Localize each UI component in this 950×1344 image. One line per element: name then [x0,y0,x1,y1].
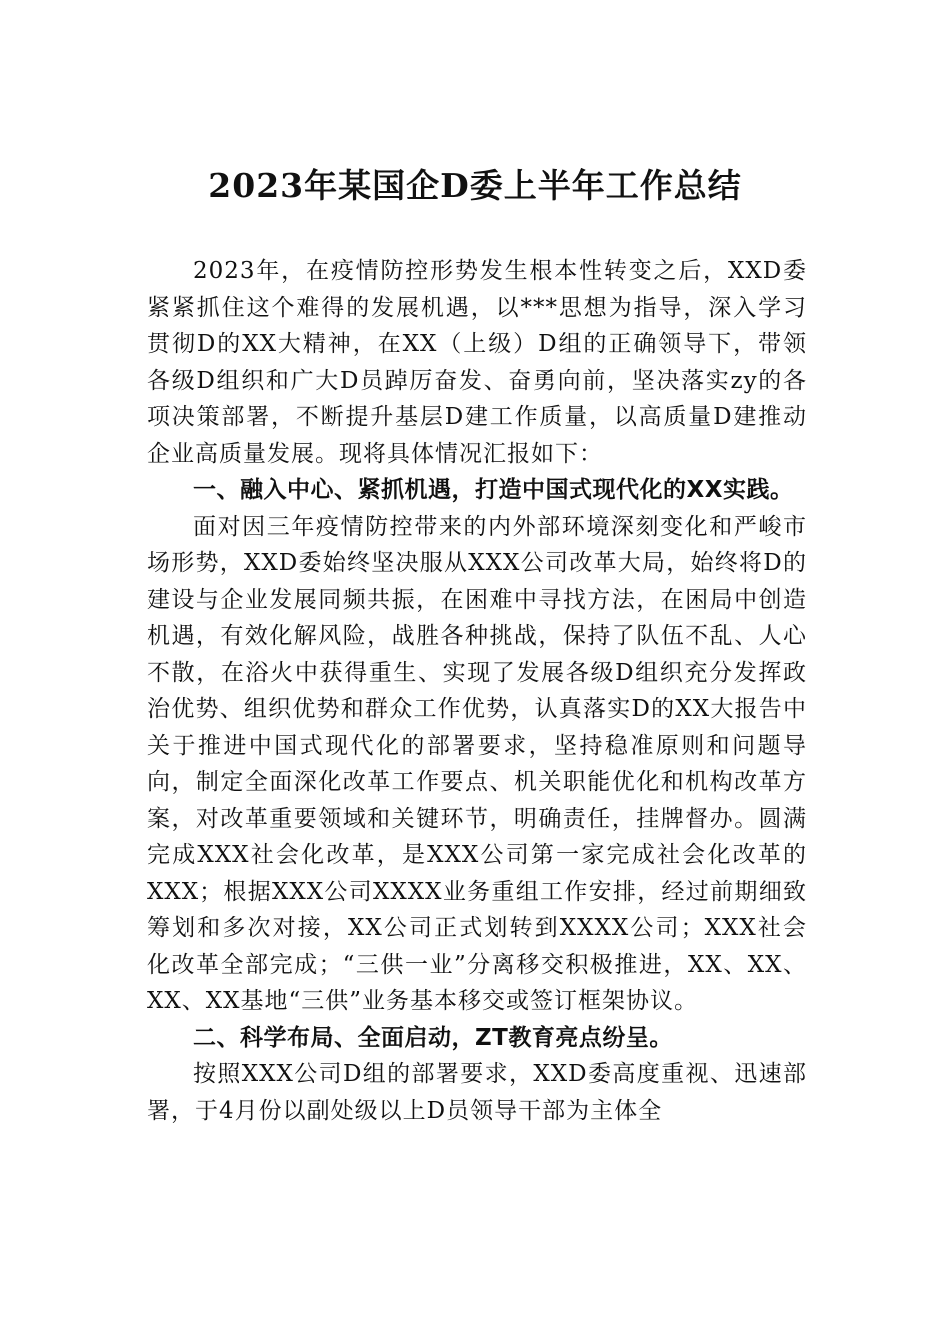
section-1-paragraph: 面对因三年疫情防控带来的内外部环境深刻变化和严峻市场形势，XXD委始终坚决服从XXX公司改革大局，始终将D的建设与企业发展同频共振，在困难中寻找方法，在困局中创造机遇，有效化解风险，战胜各种挑战，保持了队伍不乱、人心不散，在浴火中获得重生、实现了发展各级D组织充分发挥政治优势、组织优势和群众工作优势，认真落实D的XX大报告中关于推进中国式现代化的部署要求，坚持稳准原则和问题导向，制定全面深化改革工作要点、机关职能优化和机构改革方案，对改革重要领域和关键环节，明确责任，挂牌督办。圆满完成XXX社会化改革，是XXX公司第一家完成社会化改革的XXX；根据XXX公司XXXX业务重组工作安排，经过前期细致筹划和多次对接，XX公司正式划转到XXXX公司；XXX社会化改革全部完成；“三供一业”分离移交积极推进，XX、XX、XX、XX基地“三供”业务基本移交或签订框架协议。 [147,513,807,1014]
document-body [147,253,807,1129]
section-2-heading: 二、科学布局、全面启动，ZT教育亮点纷呈。 [193,1024,673,1051]
document-title: 2023年某国企D委上半年工作总结 [208,166,742,205]
section-1-heading: 一、融入中心、紧抓机遇，打造中国式现代化的XX实践。 [193,477,794,503]
intro-paragraph: 2023年，在疫情防控形势发生根本性转变之后，XXD委紧紧抓住这个难得的发展机遇，以***思想为指导，深入学习贯彻D的XX大精神，在XX（上级）D组的正确领导下，带领各级D组织和广大D员踔厉奋发、奋勇向前，坚决落实zy的各项决策部署，不断提升基层D建工作质量，以高质量D建推动企业高质量发展。现将具体情况汇报如下： [147,258,807,467]
section-2-paragraph: 按照XXX公司D组的部署要求，XXD委高度重视、迅速部署，于4月份以副处级以上D员领导干部为主体全 [147,1061,807,1124]
